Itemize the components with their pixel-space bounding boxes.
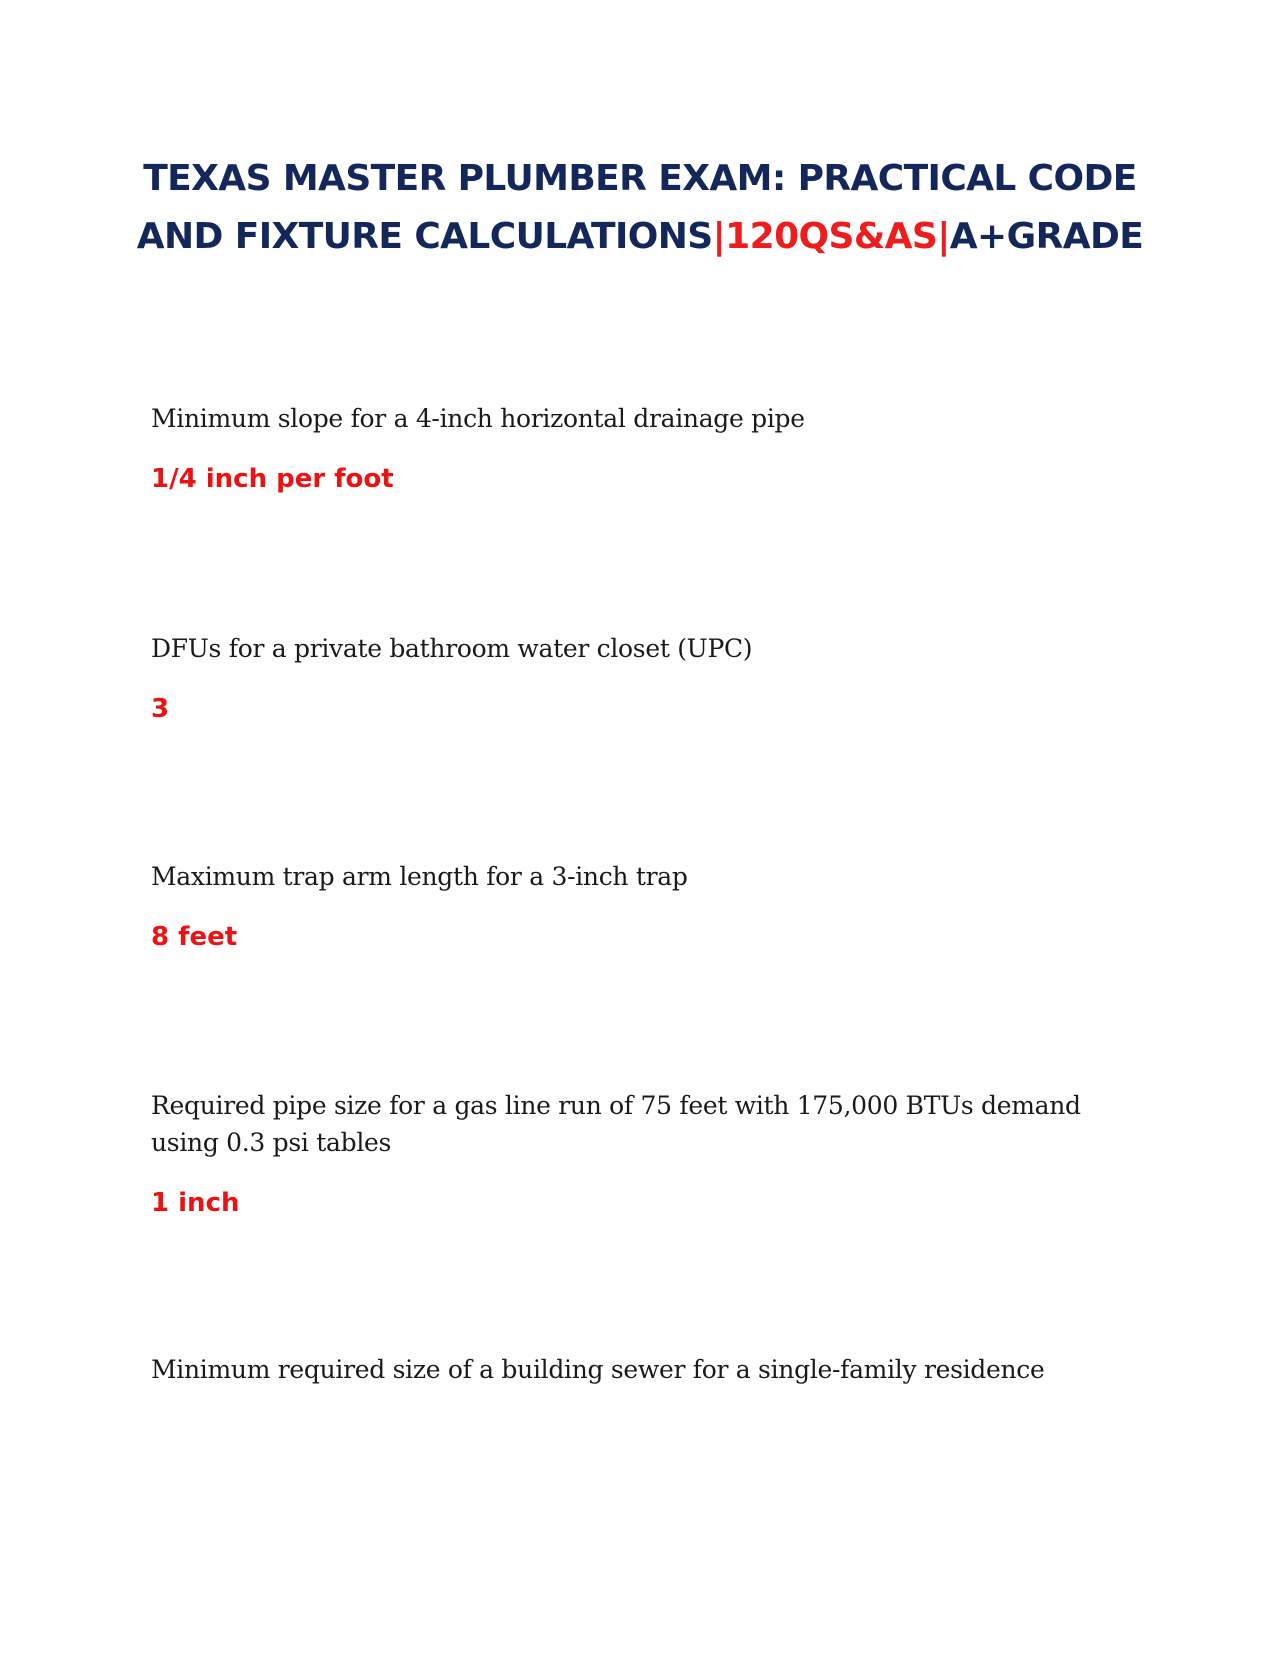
question-text: Maximum trap arm length for a 3-inch trap	[151, 862, 688, 891]
qa-item-5	[151, 1351, 1151, 1388]
title-question-count: |120QS&AS|	[712, 216, 950, 257]
answer-text: 8 feet	[151, 922, 238, 952]
qa-item-4	[151, 1087, 1151, 1221]
title-line-1: TEXAS MASTER PLUMBER EXAM: PRACTICAL CODE	[143, 158, 1137, 199]
qa-item-1	[151, 400, 1151, 497]
question-text: DFUs for a private bathroom water closet (UPC)	[151, 634, 753, 663]
title-grade: A+GRADE	[949, 216, 1144, 257]
qa-item-2	[151, 630, 1151, 727]
question-text: Minimum slope for a 4-inch horizontal drainage pipe	[151, 404, 805, 433]
answer-text: 1 inch	[151, 1188, 240, 1218]
question-text: Minimum required size of a building sewer for a single-family residence	[151, 1355, 1045, 1384]
question-text: Required pipe size for a gas line run of 75 feet with 175,000 BTUs demand using 0.3 psi tables	[151, 1091, 1081, 1157]
answer-text: 1/4 inch per foot	[151, 464, 394, 494]
answer-text: 3	[151, 694, 170, 724]
document-title	[100, 150, 1180, 266]
title-line-2-main: AND FIXTURE CALCULATIONS	[136, 216, 713, 257]
qa-item-3	[151, 858, 1151, 955]
